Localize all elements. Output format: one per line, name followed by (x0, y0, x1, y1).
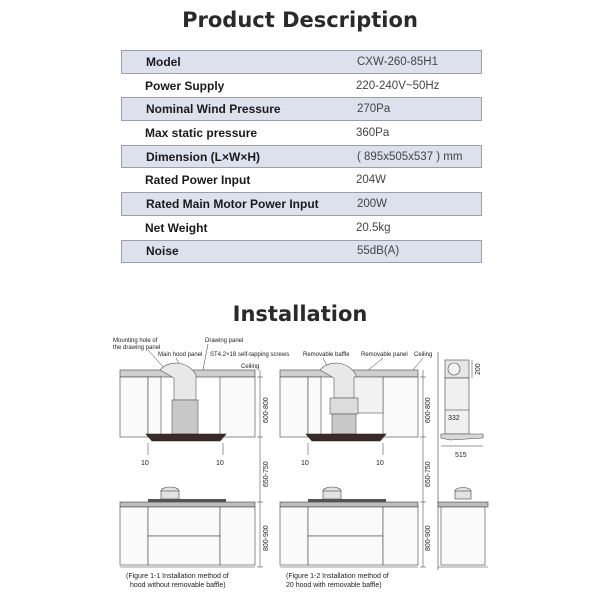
label-mounting-hole-2: the drawing panel (113, 345, 161, 351)
spec-value: 20.5kg (356, 221, 391, 234)
spec-row-wind-pressure (121, 97, 482, 121)
spec-table (121, 50, 482, 263)
dim-width: 515 (455, 452, 467, 459)
spec-label: Nominal Wind Pressure (146, 102, 281, 117)
dim-gap-left: 10 (141, 460, 149, 467)
spec-label: Rated Power Input (145, 173, 251, 188)
label-drawing-panel: Drawing panel (205, 338, 244, 344)
product-description-title: Product Description (182, 8, 418, 32)
installation-title: Installation (232, 302, 368, 326)
spec-row-static-pressure (121, 121, 482, 145)
dim-gap-right: 10 (216, 460, 224, 467)
spec-value: 270Pa (357, 103, 391, 116)
dim-gap-left-fig2: 10 (301, 460, 309, 467)
dim-middle: 650-750 (263, 461, 270, 487)
spec-label: Rated Main Motor Power Input (146, 196, 319, 211)
spec-label: Max static pressure (145, 125, 258, 140)
label-main-hood-panel: Main hood panel (158, 352, 203, 358)
figure-1-2 (280, 352, 432, 589)
spec-row-motor-power (121, 192, 482, 216)
installation-diagram (108, 330, 493, 595)
spec-row-rated-power (121, 168, 482, 192)
figure-1-1 (113, 338, 289, 589)
label-mounting-hole-1: Mounting hole of (113, 338, 158, 344)
dim-upper-fig2: 600-800 (425, 397, 432, 423)
dim-lower-fig2: 800-900 (425, 525, 432, 551)
spec-value: 220-240V~50Hz (356, 79, 440, 92)
spec-row-model (121, 50, 482, 74)
label-ceiling-fig2: Ceiling (414, 352, 433, 358)
spec-label: Power Supply (145, 78, 225, 93)
spec-value: 360Pa (356, 126, 390, 139)
caption-fig2-line2: 20 hood with removable baffle) (286, 582, 382, 589)
spec-row-noise (121, 240, 482, 264)
spec-value: ( 895x505x537 ) mm (357, 150, 463, 163)
dim-middle-fig2: 650-750 (425, 461, 432, 487)
spec-label: Dimension (L×W×H) (146, 149, 261, 164)
side-view (438, 352, 488, 570)
dim-lower: 800-900 (263, 525, 270, 551)
spec-row-power-supply (121, 74, 482, 98)
caption-fig1-line2: hood without removable baffle) (130, 582, 226, 589)
dim-upper: 600-800 (263, 397, 270, 423)
spec-label: Noise (146, 244, 179, 259)
spec-row-net-weight (121, 216, 482, 240)
spec-label: Model (146, 54, 181, 69)
spec-row-dimension (121, 145, 482, 169)
label-screws: ST4.2×18 self-tapping screws (210, 352, 290, 358)
spec-value: 204W (356, 174, 387, 187)
dim-gap-right-fig2: 10 (376, 460, 384, 467)
label-ceiling: Ceiling (241, 364, 260, 370)
dim-depth: 332 (448, 415, 460, 422)
dim-height: 200 (475, 363, 482, 375)
spec-value: 55dB(A) (357, 245, 400, 258)
spec-value: 200W (357, 197, 388, 210)
label-removable-baffle: Removable baffle (303, 352, 350, 358)
label-removable-panel: Removable panel (361, 352, 408, 358)
spec-value: CXW-260-85H1 (357, 55, 438, 68)
spec-label: Net Weight (145, 220, 208, 235)
caption-fig1-line1: (Figure 1-1 Installation method of (126, 573, 229, 580)
caption-fig2-line1: (Figure 1-2 Installation method of (286, 573, 389, 580)
